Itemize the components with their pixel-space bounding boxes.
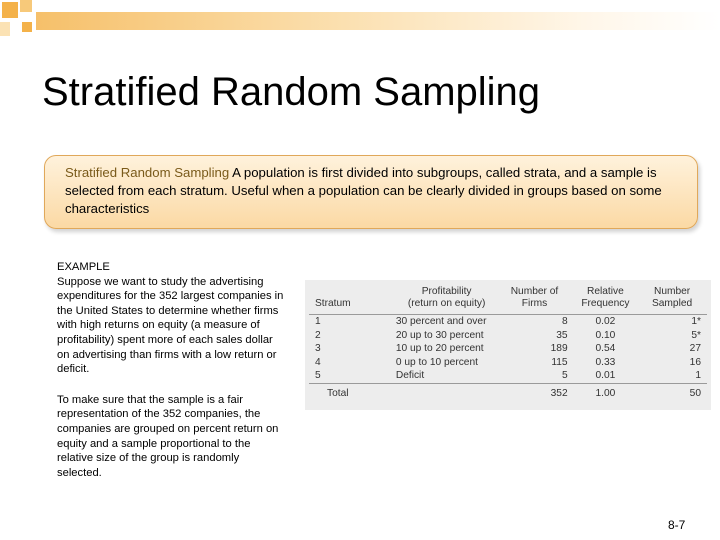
cell-firms: 189 [550, 343, 568, 355]
cell-stratum: 2 [315, 329, 321, 341]
table-row [309, 329, 707, 343]
cell-profitability: 30 percent and over [395, 316, 487, 327]
cell-firms: 8 [561, 316, 568, 327]
cell-total-label: Total [327, 387, 349, 399]
definition-body: A population is first divided into subgroups, called strata, and a sample is selected from each stratum. Useful when a population can be clearly divided in groups based on some characteristics [65, 165, 662, 216]
decor-square [22, 22, 32, 32]
cell-sampled: 27 [689, 343, 701, 355]
decor-square [20, 0, 32, 12]
table-row [309, 315, 707, 329]
header-profitability: Profitability (return on equity) [407, 286, 486, 309]
cell-relative-frequency: 0.54 [595, 343, 616, 355]
cell-relative-frequency: 0.33 [595, 356, 616, 368]
cell-firms: 115 [551, 356, 568, 368]
cell-stratum: 5 [315, 370, 321, 382]
cell-firms: 5 [561, 370, 568, 382]
table-row [309, 369, 707, 383]
cell-stratum: 1 [315, 316, 321, 327]
cell-relative-frequency: 0.02 [595, 316, 616, 327]
cell-profitability: 20 up to 30 percent [395, 329, 484, 341]
example-paragraph-2: To make sure that the sample is a fair representation of the 352 companies, the companies are grouped on percent return on equity and a sample proportional to the relative size of the group is randomly selected. [57, 393, 279, 479]
decor-square [2, 2, 18, 18]
definition-term: Stratified Random Sampling [65, 165, 230, 180]
table-row [309, 342, 707, 356]
cell-empty [394, 383, 500, 406]
table-row [309, 356, 707, 370]
strata-table-panel [305, 280, 711, 410]
table-header-row [309, 286, 707, 315]
slide-title: Stratified Random Sampling [42, 70, 541, 114]
header-sampled: Number Sampled [651, 286, 693, 309]
cell-relative-frequency: 0.10 [595, 329, 616, 341]
example-paragraph-1: Suppose we want to study the advertising expenditures for the 352 largest companies in the United States to determine whether firms with high returns on equity (a measure of profitability) spent more of each sales dollar on advertising than firms with a low return or deficit. [57, 275, 284, 376]
cell-sampled: 16 [689, 356, 701, 368]
header-gradient-bar [36, 12, 720, 30]
cell-total-relative-frequency: 1.00 [595, 387, 616, 399]
cell-total-firms: 352 [550, 387, 568, 399]
example-block [57, 260, 285, 480]
cell-profitability: 10 up to 20 percent [395, 343, 484, 355]
header-relative-frequency: Relative Frequency [581, 286, 630, 309]
cell-profitability: Deficit [395, 370, 425, 382]
cell-stratum: 4 [315, 356, 321, 368]
header-firms: Number of Firms [510, 286, 559, 309]
example-heading: EXAMPLE [57, 261, 110, 273]
header-stratum: Stratum [315, 298, 351, 309]
cell-sampled: 1* [691, 316, 701, 327]
cell-relative-frequency: 0.01 [595, 370, 616, 382]
table-total-row [309, 383, 707, 406]
cell-sampled: 1 [695, 370, 701, 382]
decor-square [0, 22, 10, 36]
page-number: 8-7 [668, 518, 686, 532]
cell-stratum: 3 [315, 343, 321, 355]
definition-text [65, 164, 685, 218]
strata-table [309, 286, 707, 407]
definition-box [44, 155, 698, 229]
cell-total-sampled: 50 [689, 387, 701, 399]
cell-sampled: 5* [691, 329, 701, 341]
cell-profitability: 0 up to 10 percent [395, 356, 478, 368]
cell-firms: 35 [556, 329, 568, 341]
